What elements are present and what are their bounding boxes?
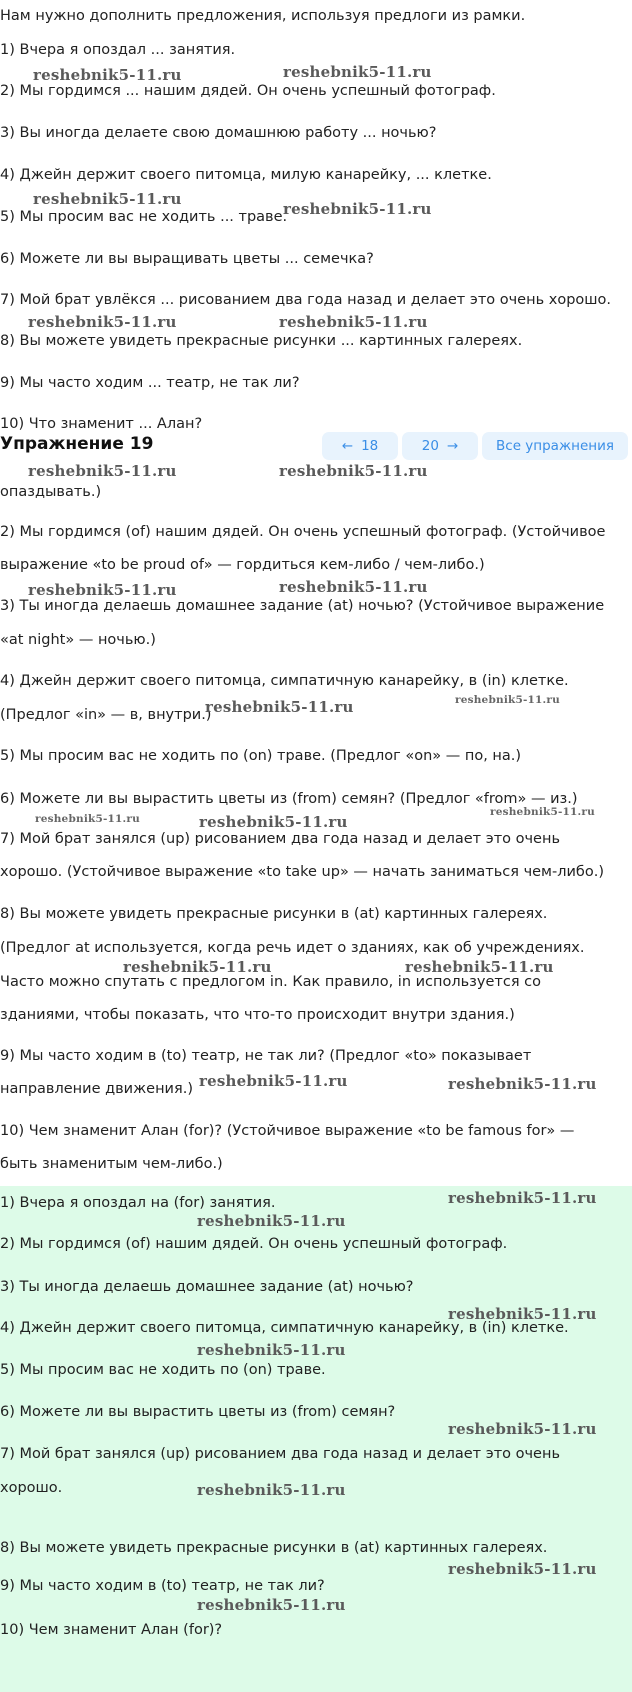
watermark: reshebnik5-11.ru bbox=[197, 1341, 346, 1359]
watermark: reshebnik5-11.ru bbox=[197, 1212, 346, 1230]
watermark: reshebnik5-11.ru bbox=[279, 313, 428, 331]
watermark: reshebnik5-11.ru bbox=[405, 958, 554, 976]
watermark: reshebnik5-11.ru bbox=[197, 1596, 346, 1614]
answer-line: 5) Мы просим вас не ходить по (on) траве. bbox=[0, 1362, 326, 1378]
prev-exercise-button[interactable] bbox=[322, 432, 398, 460]
answer-line: 4) Джейн держит своего питомца, симпатичную канарейку, в (in) клетке. bbox=[0, 1320, 569, 1336]
explanation-line: выражение «to be proud of» — гордиться кем-либо / чем-либо.) bbox=[0, 557, 485, 573]
task-item: 9) Мы часто ходим ... театр, не так ли? bbox=[0, 375, 300, 391]
explanation-line: 2) Мы гордимся (of) нашим дядей. Он очень успешный фотограф. (Устойчивое bbox=[0, 524, 606, 540]
watermark: reshebnik5-11.ru bbox=[205, 698, 354, 716]
watermark: reshebnik5-11.ru bbox=[448, 1189, 597, 1207]
watermark: reshebnik5-11.ru bbox=[33, 66, 182, 84]
answer-line: 7) Мой брат занялся (up) рисованием два года назад и делает это очень bbox=[0, 1446, 561, 1462]
explanation-line: 6) Можете ли вы вырастить цветы из (from) семян? (Предлог «from» — из.) bbox=[0, 791, 578, 807]
watermark: reshebnik5-11.ru bbox=[283, 200, 432, 218]
task-item: 2) Мы гордимся ... нашим дядей. Он очень успешный фотограф. bbox=[0, 83, 496, 99]
watermark: reshebnik5-11.ru bbox=[199, 813, 348, 831]
task-item: 1) Вчера я опоздал ... занятия. bbox=[0, 42, 236, 58]
all-exercises-label: Все упражнения bbox=[496, 438, 614, 454]
explanation-line: быть знаменитым чем-либо.) bbox=[0, 1156, 223, 1172]
explanation-line: хорошо. (Устойчивое выражение «to take up» — начать заниматься чем-либо.) bbox=[0, 864, 605, 880]
answer-line: 8) Вы можете увидеть прекрасные рисунки в (at) картинных галереях. bbox=[0, 1540, 548, 1556]
task-item: 3) Вы иногда делаете свою домашнюю работу ... ночью? bbox=[0, 125, 437, 141]
watermark: reshebnik5-11.ru bbox=[28, 313, 177, 331]
answer-line: 6) Можете ли вы вырастить цветы из (from) семян? bbox=[0, 1404, 396, 1420]
task-item: 8) Вы можете увидеть прекрасные рисунки ... картинных галереях. bbox=[0, 333, 523, 349]
explanation-line: 4) Джейн держит своего питомца, симпатичную канарейку, в (in) клетке. bbox=[0, 673, 569, 689]
explanation-line: зданиями, чтобы показать, что что-то происходит внутри здания.) bbox=[0, 1007, 515, 1023]
answer-line: хорошо. bbox=[0, 1480, 63, 1496]
watermark: reshebnik5-11.ru bbox=[455, 694, 560, 706]
watermark: reshebnik5-11.ru bbox=[123, 958, 272, 976]
explanation-line: «at night» — ночью.) bbox=[0, 632, 156, 648]
explanation-line: Часто можно спутать с предлогом in. Как правило, in используется со bbox=[0, 974, 541, 990]
answer-line: 1) Вчера я опоздал на (for) занятия. bbox=[0, 1195, 276, 1211]
watermark: reshebnik5-11.ru bbox=[448, 1560, 597, 1578]
task-item: 6) Можете ли вы выращивать цветы ... семечка? bbox=[0, 251, 374, 267]
watermark: reshebnik5-11.ru bbox=[35, 813, 140, 825]
explanation-line: (Предлог «in» — в, внутри.) bbox=[0, 707, 212, 723]
next-exercise-label: 20 bbox=[421, 438, 439, 454]
explanation-line: 5) Мы просим вас не ходить по (on) траве. (Предлог «on» — по, на.) bbox=[0, 748, 522, 764]
explanation-line: 3) Ты иногда делаешь домашнее задание (at) ночью? (Устойчивое выражение bbox=[0, 598, 605, 614]
watermark: reshebnik5-11.ru bbox=[28, 462, 177, 480]
explanation-line: (Предлог at используется, когда речь идет о зданиях, как об учреждениях. bbox=[0, 940, 585, 956]
explanation-line: опаздывать.) bbox=[0, 484, 102, 500]
watermark: reshebnik5-11.ru bbox=[448, 1075, 597, 1093]
watermark: reshebnik5-11.ru bbox=[28, 581, 177, 599]
all-exercises-button[interactable] bbox=[482, 432, 628, 460]
watermark: reshebnik5-11.ru bbox=[448, 1420, 597, 1438]
watermark: reshebnik5-11.ru bbox=[279, 578, 428, 596]
watermark: reshebnik5-11.ru bbox=[448, 1305, 597, 1323]
exercise-title: Упражнение 19 bbox=[0, 434, 154, 454]
answer-line: 10) Чем знаменит Алан (for)? bbox=[0, 1622, 223, 1638]
task-item: 4) Джейн держит своего питомца, милую канарейку, ... клетке. bbox=[0, 167, 492, 183]
task-item: 5) Мы просим вас не ходить ... траве. bbox=[0, 209, 288, 225]
arrow-right-icon: → bbox=[446, 438, 459, 454]
watermark: reshebnik5-11.ru bbox=[197, 1481, 346, 1499]
answer-line: 3) Ты иногда делаешь домашнее задание (at) ночью? bbox=[0, 1279, 414, 1295]
watermark: reshebnik5-11.ru bbox=[490, 806, 595, 818]
next-exercise-button[interactable] bbox=[402, 432, 478, 460]
prev-exercise-label: 18 bbox=[361, 438, 379, 454]
task-intro: Нам нужно дополнить предложения, используя предлоги из рамки. bbox=[0, 8, 526, 24]
explanation-line: 7) Мой брат занялся (up) рисованием два года назад и делает это очень bbox=[0, 831, 561, 847]
task-item: 10) Что знаменит ... Алан? bbox=[0, 416, 203, 432]
arrow-left-icon: ← bbox=[341, 438, 354, 454]
explanation-line: 10) Чем знаменит Алан (for)? (Устойчивое выражение «to be famous for» — bbox=[0, 1123, 575, 1139]
answer-block bbox=[0, 1186, 632, 1692]
answer-line: 9) Мы часто ходим в (to) театр, не так ли? bbox=[0, 1578, 325, 1594]
answer-line: 2) Мы гордимся (of) нашим дядей. Он очень успешный фотограф. bbox=[0, 1236, 508, 1252]
explanation-line: 9) Мы часто ходим в (to) театр, не так ли? (Предлог «to» показывает bbox=[0, 1048, 532, 1064]
watermark: reshebnik5-11.ru bbox=[33, 190, 182, 208]
task-item: 7) Мой брат увлёкся ... рисованием два года назад и делает это очень хорошо. bbox=[0, 292, 612, 308]
watermark: reshebnik5-11.ru bbox=[283, 63, 432, 81]
explanation-line: направление движения.) bbox=[0, 1081, 193, 1097]
explanation-line: 8) Вы можете увидеть прекрасные рисунки в (at) картинных галереях. bbox=[0, 906, 548, 922]
watermark: reshebnik5-11.ru bbox=[279, 462, 428, 480]
watermark: reshebnik5-11.ru bbox=[199, 1072, 348, 1090]
